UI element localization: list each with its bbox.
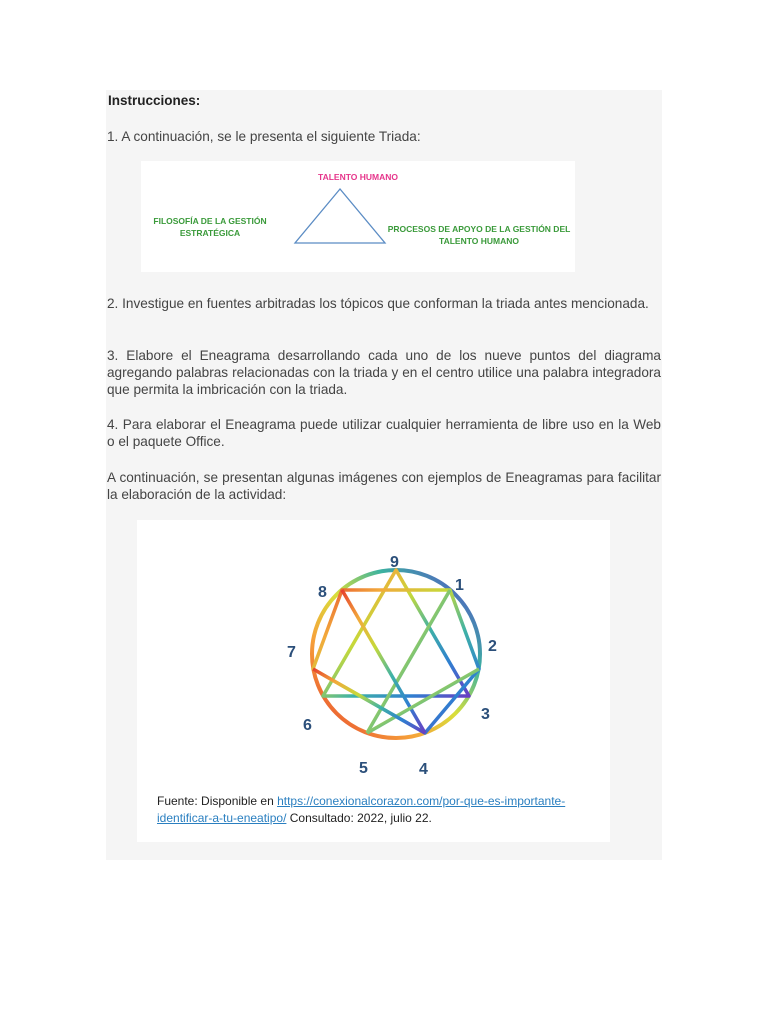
- caption-prefix: Fuente: Disponible en: [157, 794, 278, 808]
- triad-left-line-2: ESTRATÉGICA: [179, 228, 241, 238]
- triad-right-line-1: PROCESOS DE APOYO DE LA GESTIÓN DEL: [387, 224, 571, 234]
- triangle-icon: [291, 186, 391, 246]
- source-caption: [157, 793, 602, 827]
- enneagram-number: 1: [455, 577, 464, 594]
- triad-image: [141, 161, 575, 272]
- instruction-item-3: 3. Elabore el Eneagrama desarrollando cada uno de los nueve puntos del diagrama agregando palabras relacionadas con la triada y en el centro utilice una palabra integradora que permita la imbricación con la triada.: [107, 348, 661, 397]
- caption-suffix: Consultado: 2022, julio 22.: [286, 811, 432, 825]
- instructions-heading: Instrucciones:: [108, 93, 201, 108]
- triad-top-label: TALENTO HUMANO: [318, 172, 398, 182]
- triad-left-line-1: FILOSOFÍA DE LA GESTIÓN: [153, 216, 267, 226]
- enneagram-number: 2: [488, 638, 497, 655]
- enneagram-number: 4: [419, 761, 428, 778]
- enneagram-number: 6: [303, 717, 312, 734]
- enneagram-number: 5: [359, 760, 368, 777]
- instruction-item-2: 2. Investigue en fuentes arbitradas los tópicos que conforman la triada antes mencionada.: [107, 296, 649, 311]
- examples-intro: A continuación, se presentan algunas imágenes con ejemplos de Eneagramas para facilitar la elaboración de la actividad:: [107, 470, 661, 502]
- enneagram-number: 7: [287, 644, 296, 661]
- triad-right-label: [386, 223, 572, 247]
- source-link[interactable]: https://conexionalcorazon.com/por-que-es-importante-identificar-a-tu-eneatipo/: [157, 794, 566, 825]
- triad-right-line-2: TALENTO HUMANO: [439, 236, 519, 246]
- instruction-item-4: 4. Para elaborar el Eneagrama puede utilizar cualquier herramienta de libre uso en la Web o el paquete Office.: [107, 417, 661, 449]
- triad-left-label: [145, 215, 275, 239]
- enneagram-line-4-8: [342, 590, 425, 733]
- enneagram-number: 3: [481, 706, 490, 723]
- enneagram-line-1-4: [367, 590, 450, 733]
- instruction-item-1: 1. A continuación, se le presenta el siguiente Triada:: [107, 129, 421, 144]
- enneagram-image: [137, 520, 610, 842]
- enneagram-hexad: [313, 590, 479, 733]
- enneagram-circle: [312, 570, 480, 738]
- enneagram-diagram: [137, 520, 610, 790]
- enneagram-number: 8: [318, 584, 327, 601]
- enneagram-number: 9: [390, 554, 399, 571]
